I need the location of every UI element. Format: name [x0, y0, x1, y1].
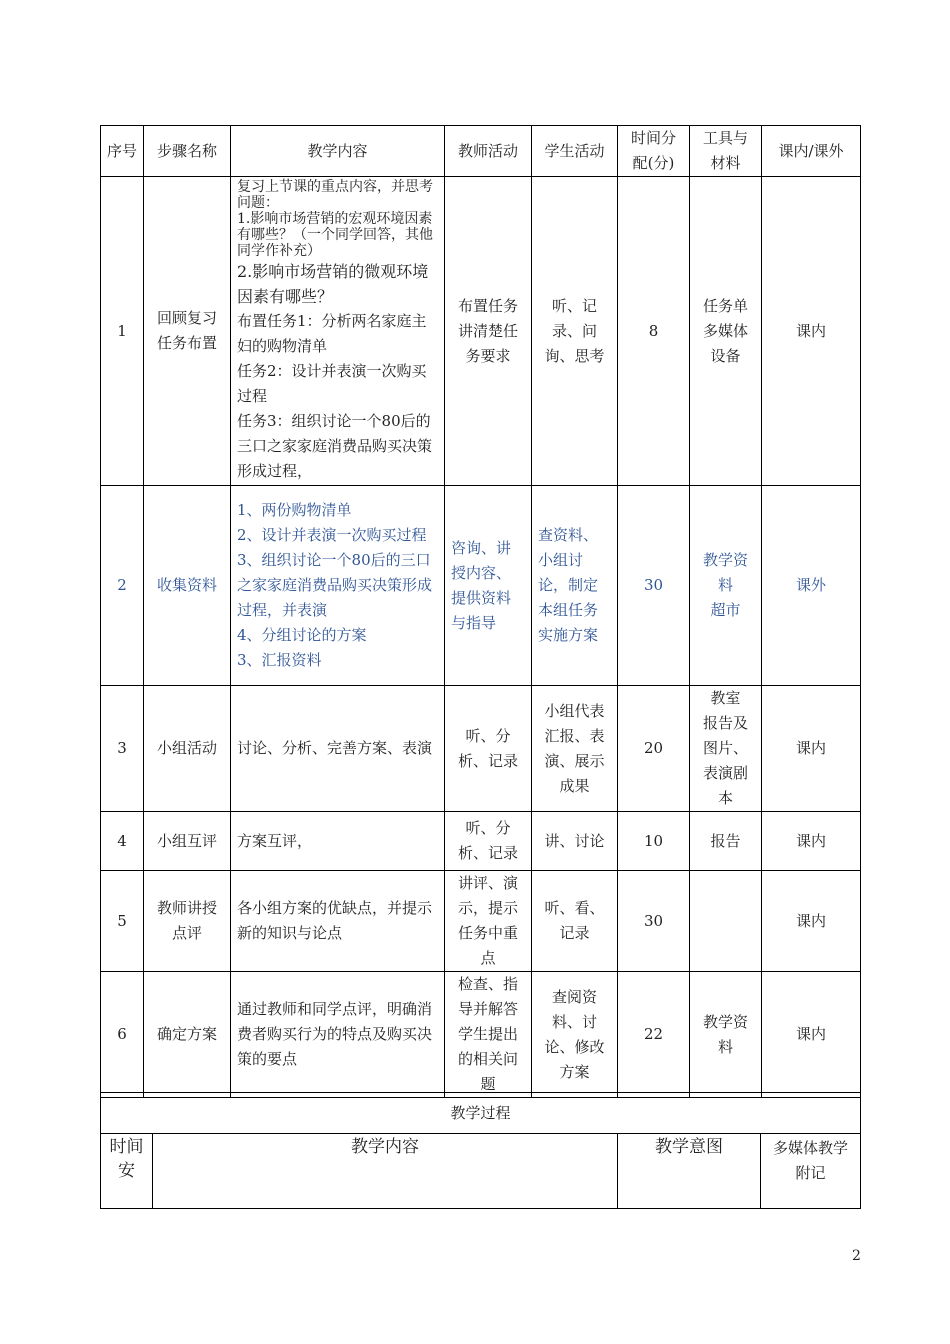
time-header: 时间安: [101, 1134, 153, 1209]
in-out-class: 课外: [762, 486, 861, 686]
media-header: 多媒体教学附记: [761, 1134, 861, 1209]
row-number: 4: [101, 812, 144, 871]
in-out-class: 课内: [762, 871, 861, 972]
in-out-class: 课内: [762, 686, 861, 812]
teacher-activity: 检查、指导并解答学生提出的相关问题: [445, 972, 532, 1098]
process-header-row: [101, 1134, 861, 1209]
header-cell: 教学内容: [231, 126, 445, 177]
content-line: 复习上节课的重点内容，并思考问题：: [237, 178, 433, 211]
row-number: 5: [101, 871, 144, 972]
tool-item: 教室: [710, 689, 741, 707]
table-row: [101, 812, 861, 871]
header-cell: 时间分配(分): [618, 126, 690, 177]
row-number: 6: [101, 972, 144, 1098]
content-line: 2、设计并表演一次购买过程: [237, 526, 427, 544]
content-line: 任务3：组织讨论一个80后的三口之家家庭消费品购买决策形成过程，: [237, 411, 433, 480]
teacher-activity: 听、分析、记录: [445, 686, 532, 812]
content-line: 4、分组讨论的方案: [237, 626, 367, 644]
header-cell: 工具与材料: [690, 126, 762, 177]
student-activity: 小组代表汇报、表演、展示成果: [532, 686, 618, 812]
student-activity: 听、记录、问询、思考: [532, 177, 618, 486]
student-activity: 讲、讨论: [532, 812, 618, 871]
student-activity: 查阅资料、讨论、修改方案: [532, 972, 618, 1098]
time-allocation: 22: [618, 972, 690, 1098]
in-out-class: 课内: [762, 177, 861, 486]
header-cell: 序号: [101, 126, 144, 177]
step-name: 回顾复习任务布置: [144, 177, 231, 486]
step-name: 小组活动: [144, 686, 231, 812]
header-cell: 学生活动: [532, 126, 618, 177]
process-title-row: [101, 1093, 861, 1134]
page-number: 2: [852, 1248, 861, 1264]
content-line: 3、组织讨论一个80后的三口之家家庭消费品购买决策形成过程，并表演: [237, 551, 433, 619]
time-allocation: 8: [618, 177, 690, 486]
tool-item: 教学资料: [702, 551, 748, 594]
content-line: 布置任务1：分析两名家庭主妇的购物清单: [237, 311, 427, 355]
time-allocation: 10: [618, 812, 690, 871]
row-number: 3: [101, 686, 144, 812]
teacher-activity: 布置任务讲清楚任务要求: [445, 177, 532, 486]
step-name: 确定方案: [144, 972, 231, 1098]
in-out-class: 课内: [762, 812, 861, 871]
content-cell: 讨论、分析、完善方案、表演: [231, 686, 445, 812]
in-out-class: 课内: [762, 972, 861, 1098]
content-cell: 通过教师和同学点评，明确消费者购买行为的特点及购买决策的要点: [231, 972, 445, 1098]
time-allocation: 30: [618, 486, 690, 686]
student-activity: 查资料、小组讨论，制定本组任务实施方案: [532, 486, 618, 686]
content-cell: [231, 486, 445, 686]
table-row: [101, 871, 861, 972]
content-cell: 方案互评，: [231, 812, 445, 871]
content-header: 教学内容: [153, 1134, 618, 1209]
time-allocation: 20: [618, 686, 690, 812]
tool-item: 超市: [710, 601, 741, 619]
tools-cell: [690, 486, 762, 686]
content-line: 2.影响市场营销的微观环境因素有哪些？: [237, 261, 429, 306]
tools-cell: [690, 871, 762, 972]
table-row: [101, 686, 861, 812]
content-line: 1.影响市场营销的宏观环境因素有哪些？（一个同学回答，其他同学作补充）: [237, 210, 433, 259]
step-name: 收集资料: [144, 486, 231, 686]
teaching-steps-table: [100, 125, 861, 1098]
tools-cell: [690, 686, 762, 812]
step-name: 教师讲授点评: [144, 871, 231, 972]
tool-item: 任务单: [702, 296, 748, 315]
teacher-activity: 听、分析、记录: [445, 812, 532, 871]
step-name: 小组互评: [144, 812, 231, 871]
table-row: [101, 177, 861, 486]
tools-cell: 教学资料: [690, 972, 762, 1098]
row-number: 1: [101, 177, 144, 486]
content-line: 1、两份购物清单: [237, 501, 352, 519]
header-cell: 步骤名称: [144, 126, 231, 177]
table-row: [101, 486, 861, 686]
table-row: [101, 972, 861, 1098]
header-row: [101, 126, 861, 177]
tools-cell: [690, 177, 762, 486]
content-cell: 各小组方案的优缺点，并提示新的知识与论点: [231, 871, 445, 972]
tools-cell: 报告: [690, 812, 762, 871]
teacher-activity: 咨询、讲授内容、提供资料与指导: [445, 486, 532, 686]
content-line: 任务2：设计并表演一次购买过程: [237, 361, 427, 405]
process-title: 教学过程: [101, 1093, 861, 1134]
content-line: 3、汇报资料: [237, 651, 322, 669]
content-cell: [231, 177, 445, 486]
row-number: 2: [101, 486, 144, 686]
teaching-process-table: [100, 1092, 861, 1209]
teacher-activity: 讲评、演示，提示任务中重点: [445, 871, 532, 972]
tool-item: 多媒体设备: [702, 321, 748, 365]
tool-item: 报告及图片、表演剧本: [702, 714, 748, 807]
header-cell: 课内/课外: [762, 126, 861, 177]
header-cell: 教师活动: [445, 126, 532, 177]
time-allocation: 30: [618, 871, 690, 972]
student-activity: 听、看、记录: [532, 871, 618, 972]
intent-header: 教学意图: [618, 1134, 761, 1209]
